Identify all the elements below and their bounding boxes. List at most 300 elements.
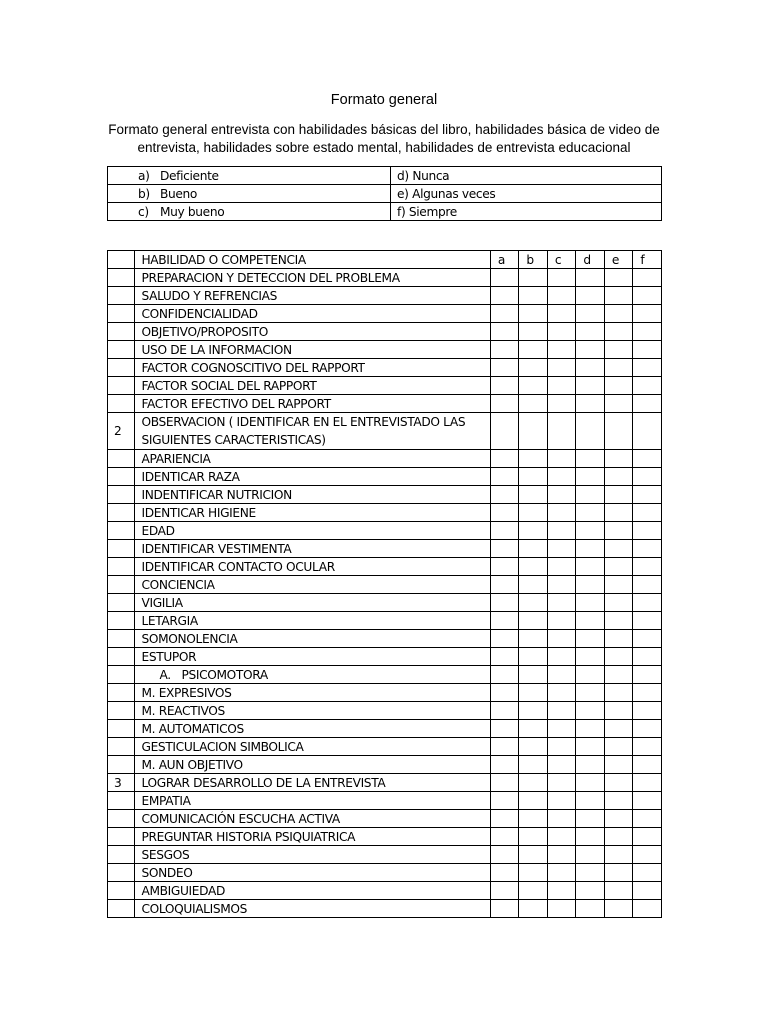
- rating-cell-f[interactable]: [633, 305, 662, 323]
- rating-cell-b[interactable]: [519, 684, 548, 702]
- skill-label-cell: PREPARACION Y DETECCION DEL PROBLEMA: [135, 269, 490, 287]
- skill-label-cell: FACTOR EFECTIVO DEL RAPPORT: [135, 395, 490, 413]
- rating-cell-a[interactable]: [490, 828, 519, 846]
- rating-cell-e[interactable]: [604, 792, 633, 810]
- row-number-cell: [108, 810, 135, 828]
- rating-cell-c[interactable]: [547, 305, 576, 323]
- rating-cell-d[interactable]: [576, 810, 605, 828]
- rating-cell-f[interactable]: [633, 594, 662, 612]
- rating-cell-f[interactable]: [633, 341, 662, 359]
- document-title: Formato general: [330, 92, 438, 108]
- legend-row: [108, 185, 662, 203]
- rating-cell-a[interactable]: [490, 684, 519, 702]
- rating-cell-d[interactable]: [576, 720, 605, 738]
- table-row: [108, 576, 662, 594]
- row-number-cell: [108, 882, 135, 900]
- rating-cell-e[interactable]: [604, 900, 633, 918]
- rating-cell-a[interactable]: [490, 395, 519, 413]
- rating-cell-a[interactable]: [490, 359, 519, 377]
- rating-cell-b[interactable]: [519, 738, 548, 756]
- row-number-cell: [108, 269, 135, 287]
- rating-cell-f[interactable]: [633, 269, 662, 287]
- rating-cell-f[interactable]: [633, 468, 662, 486]
- rating-cell-d[interactable]: [576, 287, 605, 305]
- rating-cell-d[interactable]: [576, 540, 605, 558]
- rating-cell-e[interactable]: [604, 359, 633, 377]
- rating-cell-e[interactable]: [604, 450, 633, 468]
- rating-cell-e[interactable]: [604, 738, 633, 756]
- rating-cell-f[interactable]: [633, 756, 662, 774]
- rating-cell-a[interactable]: [490, 792, 519, 810]
- skill-label-cell: USO DE LA INFORMACION: [135, 341, 490, 359]
- rating-cell-d[interactable]: [576, 359, 605, 377]
- rating-cell-e[interactable]: [604, 720, 633, 738]
- rating-cell-d[interactable]: [576, 648, 605, 666]
- rating-cell-d[interactable]: [576, 341, 605, 359]
- rating-cell-a[interactable]: [490, 738, 519, 756]
- rating-cell-b[interactable]: [519, 323, 548, 341]
- rating-cell-e[interactable]: [604, 504, 633, 522]
- rating-cell-b[interactable]: [519, 305, 548, 323]
- rating-cell-e[interactable]: [604, 630, 633, 648]
- rating-cell-f[interactable]: [633, 540, 662, 558]
- rating-cell-d[interactable]: [576, 594, 605, 612]
- rating-cell-b[interactable]: [519, 486, 548, 504]
- rating-cell-f[interactable]: [633, 323, 662, 341]
- skill-label-cell: INDENTIFICAR NUTRICION: [135, 486, 490, 504]
- row-number-cell: [108, 540, 135, 558]
- rating-cell-b[interactable]: [519, 413, 548, 450]
- rating-cell-d[interactable]: [576, 558, 605, 576]
- rating-cell-e[interactable]: [604, 774, 633, 792]
- table-row: [108, 413, 662, 450]
- rating-cell-b[interactable]: [519, 720, 548, 738]
- row-number-cell: [108, 558, 135, 576]
- rating-cell-d[interactable]: [576, 882, 605, 900]
- row-number-cell: [108, 756, 135, 774]
- rating-cell-b[interactable]: [519, 792, 548, 810]
- rating-cell-a[interactable]: [490, 810, 519, 828]
- rating-cell-a[interactable]: [490, 341, 519, 359]
- rating-cell-d[interactable]: [576, 684, 605, 702]
- rating-cell-e[interactable]: [604, 810, 633, 828]
- rating-cell-d[interactable]: [576, 522, 605, 540]
- rating-cell-b[interactable]: [519, 612, 548, 630]
- table-row: [108, 756, 662, 774]
- skill-label-cell: VIGILIA: [135, 594, 490, 612]
- rating-cell-b[interactable]: [519, 774, 548, 792]
- rating-cell-a[interactable]: [490, 720, 519, 738]
- skill-label-cell: ESTUPOR: [135, 648, 490, 666]
- table-row: [108, 540, 662, 558]
- skill-label-cell: M. AUTOMATICOS: [135, 720, 490, 738]
- rating-cell-b[interactable]: [519, 846, 548, 864]
- table-row: [108, 594, 662, 612]
- rating-cell-a[interactable]: [490, 269, 519, 287]
- skill-label-cell: EDAD: [135, 522, 490, 540]
- skill-label: PSICOMOTORA: [181, 667, 268, 682]
- rating-cell-c[interactable]: [547, 702, 576, 720]
- rating-cell-a[interactable]: [490, 900, 519, 918]
- rating-cell-b[interactable]: [519, 756, 548, 774]
- table-row: [108, 359, 662, 377]
- col-e-header: e: [604, 251, 633, 269]
- legend-left-cell: [108, 185, 391, 203]
- rating-cell-c[interactable]: [547, 558, 576, 576]
- rating-cell-d[interactable]: [576, 846, 605, 864]
- rating-cell-d[interactable]: [576, 323, 605, 341]
- rating-cell-a[interactable]: [490, 666, 519, 684]
- rating-cell-b[interactable]: [519, 377, 548, 395]
- rating-cell-b[interactable]: [519, 468, 548, 486]
- rating-cell-c[interactable]: [547, 648, 576, 666]
- table-row: [108, 882, 662, 900]
- rating-cell-b[interactable]: [519, 341, 548, 359]
- rating-cell-d[interactable]: [576, 576, 605, 594]
- rating-cell-d[interactable]: [576, 666, 605, 684]
- rating-cell-b[interactable]: [519, 648, 548, 666]
- row-number-cell: [108, 792, 135, 810]
- rating-cell-c[interactable]: [547, 341, 576, 359]
- rating-cell-a[interactable]: [490, 413, 519, 450]
- row-number-cell: [108, 359, 135, 377]
- rating-cell-a[interactable]: [490, 594, 519, 612]
- table-row: [108, 612, 662, 630]
- legend-right-cell: e) Algunas veces: [391, 185, 662, 203]
- rating-cell-f[interactable]: [633, 395, 662, 413]
- rating-cell-a[interactable]: [490, 486, 519, 504]
- col-d-header: d: [576, 251, 605, 269]
- rating-cell-a[interactable]: [490, 522, 519, 540]
- rating-cell-b[interactable]: [519, 882, 548, 900]
- rating-cell-d[interactable]: [576, 864, 605, 882]
- rating-cell-c[interactable]: [547, 828, 576, 846]
- rating-cell-a[interactable]: [490, 377, 519, 395]
- rating-cell-e[interactable]: [604, 395, 633, 413]
- skill-label-cell: CONCIENCIA: [135, 576, 490, 594]
- rating-cell-d[interactable]: [576, 828, 605, 846]
- rating-cell-b[interactable]: [519, 395, 548, 413]
- rating-cell-b[interactable]: [519, 900, 548, 918]
- skill-label-cell: SALUDO Y REFRENCIAS: [135, 287, 490, 305]
- rating-cell-e[interactable]: [604, 305, 633, 323]
- row-number-cell: [108, 630, 135, 648]
- table-row: [108, 900, 662, 918]
- rating-cell-c[interactable]: [547, 413, 576, 450]
- rating-cell-a[interactable]: [490, 648, 519, 666]
- rating-cell-c[interactable]: [547, 666, 576, 684]
- rating-cell-e[interactable]: [604, 594, 633, 612]
- rating-cell-c[interactable]: [547, 810, 576, 828]
- row-number-cell: [108, 522, 135, 540]
- rating-cell-f[interactable]: [633, 738, 662, 756]
- rating-cell-f[interactable]: [633, 774, 662, 792]
- rating-cell-b[interactable]: [519, 359, 548, 377]
- rating-cell-b[interactable]: [519, 864, 548, 882]
- rating-cell-c[interactable]: [547, 468, 576, 486]
- rating-cell-c[interactable]: [547, 486, 576, 504]
- table-row: [108, 468, 662, 486]
- rating-cell-d[interactable]: [576, 269, 605, 287]
- rating-cell-d[interactable]: [576, 450, 605, 468]
- skill-label-cell: LETARGIA: [135, 612, 490, 630]
- rating-cell-a[interactable]: [490, 702, 519, 720]
- rating-cell-a[interactable]: [490, 468, 519, 486]
- row-number-cell: [108, 305, 135, 323]
- table-row: [108, 377, 662, 395]
- table-row: [108, 720, 662, 738]
- skill-label-cell: PREGUNTAR HISTORIA PSIQUIATRICA: [135, 828, 490, 846]
- rating-cell-a[interactable]: [490, 287, 519, 305]
- row-number-cell: [108, 612, 135, 630]
- rating-cell-c[interactable]: [547, 287, 576, 305]
- rating-cell-d[interactable]: [576, 900, 605, 918]
- rating-cell-f[interactable]: [633, 648, 662, 666]
- skill-label-cell: LOGRAR DESARROLLO DE LA ENTREVISTA: [135, 774, 490, 792]
- rating-cell-e[interactable]: [604, 287, 633, 305]
- table-row: [108, 828, 662, 846]
- rating-cell-a[interactable]: [490, 774, 519, 792]
- rating-cell-c[interactable]: [547, 756, 576, 774]
- rating-cell-e[interactable]: [604, 377, 633, 395]
- rating-cell-e[interactable]: [604, 828, 633, 846]
- rating-cell-b[interactable]: [519, 702, 548, 720]
- row-number-cell: [108, 702, 135, 720]
- rating-cell-b[interactable]: [519, 287, 548, 305]
- rating-cell-c[interactable]: [547, 900, 576, 918]
- rating-cell-f[interactable]: [633, 413, 662, 450]
- skill-header-cell: HABILIDAD O COMPETENCIA: [135, 251, 490, 269]
- rating-cell-f[interactable]: [633, 359, 662, 377]
- rating-cell-a[interactable]: [490, 576, 519, 594]
- number-header-cell: [108, 251, 135, 269]
- skill-label-cell: IDENTIFICAR CONTACTO OCULAR: [135, 558, 490, 576]
- rating-cell-e[interactable]: [604, 576, 633, 594]
- row-number-cell: [108, 576, 135, 594]
- rating-cell-d[interactable]: [576, 377, 605, 395]
- rating-cell-a[interactable]: [490, 504, 519, 522]
- row-number-cell: [108, 504, 135, 522]
- rating-cell-e[interactable]: [604, 323, 633, 341]
- rating-cell-b[interactable]: [519, 504, 548, 522]
- rating-cell-f[interactable]: [633, 882, 662, 900]
- rating-cell-d[interactable]: [576, 612, 605, 630]
- rating-cell-e[interactable]: [604, 846, 633, 864]
- skill-label-cell: M. REACTIVOS: [135, 702, 490, 720]
- rating-cell-e[interactable]: [604, 756, 633, 774]
- rating-cell-a[interactable]: [490, 450, 519, 468]
- rating-cell-e[interactable]: [604, 648, 633, 666]
- rating-cell-f[interactable]: [633, 630, 662, 648]
- row-number-cell: [108, 486, 135, 504]
- row-number-cell: 3: [108, 774, 135, 792]
- rating-cell-e[interactable]: [604, 558, 633, 576]
- skill-label-cell: CONFIDENCIALIDAD: [135, 305, 490, 323]
- table-row: [108, 395, 662, 413]
- rating-cell-c[interactable]: [547, 684, 576, 702]
- rating-cell-f[interactable]: [633, 792, 662, 810]
- rating-cell-b[interactable]: [519, 269, 548, 287]
- rating-cell-a[interactable]: [490, 323, 519, 341]
- table-row: [108, 738, 662, 756]
- rating-cell-f[interactable]: [633, 702, 662, 720]
- rating-cell-f[interactable]: [633, 612, 662, 630]
- table-row: [108, 666, 662, 684]
- rating-cell-d[interactable]: [576, 738, 605, 756]
- rating-cell-f[interactable]: [633, 522, 662, 540]
- rating-cell-c[interactable]: [547, 504, 576, 522]
- rating-cell-e[interactable]: [604, 684, 633, 702]
- rating-cell-c[interactable]: [547, 269, 576, 287]
- rating-cell-c[interactable]: [547, 630, 576, 648]
- rating-cell-a[interactable]: [490, 882, 519, 900]
- rating-cell-f[interactable]: [633, 450, 662, 468]
- rating-cell-f[interactable]: [633, 504, 662, 522]
- rating-cell-b[interactable]: [519, 594, 548, 612]
- rating-cell-c[interactable]: [547, 882, 576, 900]
- legend-key: b): [138, 186, 150, 201]
- rating-cell-b[interactable]: [519, 630, 548, 648]
- rating-cell-c[interactable]: [547, 540, 576, 558]
- skill-label-cell: M. AUN OBJETIVO: [135, 756, 490, 774]
- rating-cell-a[interactable]: [490, 558, 519, 576]
- rating-cell-e[interactable]: [604, 486, 633, 504]
- row-number-cell: [108, 720, 135, 738]
- rating-cell-c[interactable]: [547, 774, 576, 792]
- skill-label-cell: SONDEO: [135, 864, 490, 882]
- rating-cell-c[interactable]: [547, 576, 576, 594]
- rating-cell-c[interactable]: [547, 323, 576, 341]
- row-number-cell: 2: [108, 413, 135, 450]
- table-row: [108, 522, 662, 540]
- rating-cell-c[interactable]: [547, 522, 576, 540]
- col-f-header: f: [633, 251, 662, 269]
- rating-cell-f[interactable]: [633, 828, 662, 846]
- rating-cell-e[interactable]: [604, 666, 633, 684]
- rating-cell-a[interactable]: [490, 612, 519, 630]
- rating-cell-a[interactable]: [490, 756, 519, 774]
- skill-label-cell: COMUNICACIÓN ESCUCHA ACTIVA: [135, 810, 490, 828]
- skill-label-cell: [135, 666, 490, 684]
- rating-cell-f[interactable]: [633, 666, 662, 684]
- rating-cell-d[interactable]: [576, 630, 605, 648]
- skill-label-cell: M. EXPRESIVOS: [135, 684, 490, 702]
- col-c-header: c: [547, 251, 576, 269]
- rating-cell-c[interactable]: [547, 377, 576, 395]
- rating-cell-b[interactable]: [519, 450, 548, 468]
- rating-cell-f[interactable]: [633, 720, 662, 738]
- rating-cell-d[interactable]: [576, 486, 605, 504]
- rating-cell-d[interactable]: [576, 774, 605, 792]
- rating-cell-f[interactable]: [633, 900, 662, 918]
- rating-cell-f[interactable]: [633, 486, 662, 504]
- rating-cell-a[interactable]: [490, 305, 519, 323]
- rating-cell-d[interactable]: [576, 756, 605, 774]
- table-row: [108, 341, 662, 359]
- legend-right-cell: d) Nunca: [391, 167, 662, 185]
- rating-cell-c[interactable]: [547, 359, 576, 377]
- row-number-cell: [108, 594, 135, 612]
- skill-label-cell: SESGOS: [135, 846, 490, 864]
- rating-cell-e[interactable]: [604, 882, 633, 900]
- rating-cell-d[interactable]: [576, 395, 605, 413]
- row-number-cell: [108, 450, 135, 468]
- rating-cell-b[interactable]: [519, 828, 548, 846]
- skill-label-cell: OBSERVACION ( IDENTIFICAR EN EL ENTREVISTADO LAS SIGUIENTES CARACTERISTICAS): [135, 413, 490, 450]
- rating-cell-d[interactable]: [576, 792, 605, 810]
- table-row: [108, 269, 662, 287]
- rating-cell-c[interactable]: [547, 450, 576, 468]
- skill-label-cell: EMPATIA: [135, 792, 490, 810]
- rating-cell-e[interactable]: [604, 864, 633, 882]
- rating-cell-e[interactable]: [604, 341, 633, 359]
- skill-label-cell: SOMONOLENCIA: [135, 630, 490, 648]
- rating-cell-a[interactable]: [490, 864, 519, 882]
- rating-cell-c[interactable]: [547, 738, 576, 756]
- rating-cell-c[interactable]: [547, 846, 576, 864]
- rating-cell-c[interactable]: [547, 395, 576, 413]
- list-marker: A.: [159, 667, 171, 682]
- rating-cell-a[interactable]: [490, 846, 519, 864]
- rating-cell-e[interactable]: [604, 612, 633, 630]
- rating-cell-d[interactable]: [576, 504, 605, 522]
- rating-cell-e[interactable]: [604, 269, 633, 287]
- rating-cell-a[interactable]: [490, 540, 519, 558]
- col-a-header: a: [490, 251, 519, 269]
- table-row: [108, 287, 662, 305]
- rating-cell-a[interactable]: [490, 630, 519, 648]
- rating-cell-b[interactable]: [519, 540, 548, 558]
- rating-cell-f[interactable]: [633, 576, 662, 594]
- rating-cell-f[interactable]: [633, 377, 662, 395]
- rating-cell-c[interactable]: [547, 792, 576, 810]
- rating-cell-e[interactable]: [604, 468, 633, 486]
- table-row: [108, 648, 662, 666]
- rating-cell-b[interactable]: [519, 576, 548, 594]
- rating-cell-f[interactable]: [633, 287, 662, 305]
- row-number-cell: [108, 377, 135, 395]
- rating-cell-c[interactable]: [547, 594, 576, 612]
- rating-cell-b[interactable]: [519, 666, 548, 684]
- rating-cell-f[interactable]: [633, 864, 662, 882]
- row-number-cell: [108, 666, 135, 684]
- rating-cell-c[interactable]: [547, 864, 576, 882]
- rating-cell-d[interactable]: [576, 413, 605, 450]
- skill-label-cell: APARIENCIA: [135, 450, 490, 468]
- rating-cell-f[interactable]: [633, 846, 662, 864]
- rating-cell-b[interactable]: [519, 810, 548, 828]
- rating-cell-c[interactable]: [547, 720, 576, 738]
- rating-cell-e[interactable]: [604, 540, 633, 558]
- rating-cell-d[interactable]: [576, 702, 605, 720]
- skill-label-cell: IDENTICAR HIGIENE: [135, 504, 490, 522]
- rating-cell-e[interactable]: [604, 702, 633, 720]
- rating-cell-f[interactable]: [633, 684, 662, 702]
- rating-cell-f[interactable]: [633, 810, 662, 828]
- rating-cell-d[interactable]: [576, 305, 605, 323]
- rating-cell-b[interactable]: [519, 522, 548, 540]
- rating-cell-b[interactable]: [519, 558, 548, 576]
- table-row: [108, 450, 662, 468]
- table-row: [108, 630, 662, 648]
- legend-left-cell: [108, 203, 391, 221]
- rating-cell-e[interactable]: [604, 413, 633, 450]
- rating-cell-d[interactable]: [576, 468, 605, 486]
- rating-cell-f[interactable]: [633, 558, 662, 576]
- rating-cell-e[interactable]: [604, 522, 633, 540]
- rating-cell-c[interactable]: [547, 612, 576, 630]
- legend-left-cell: [108, 167, 391, 185]
